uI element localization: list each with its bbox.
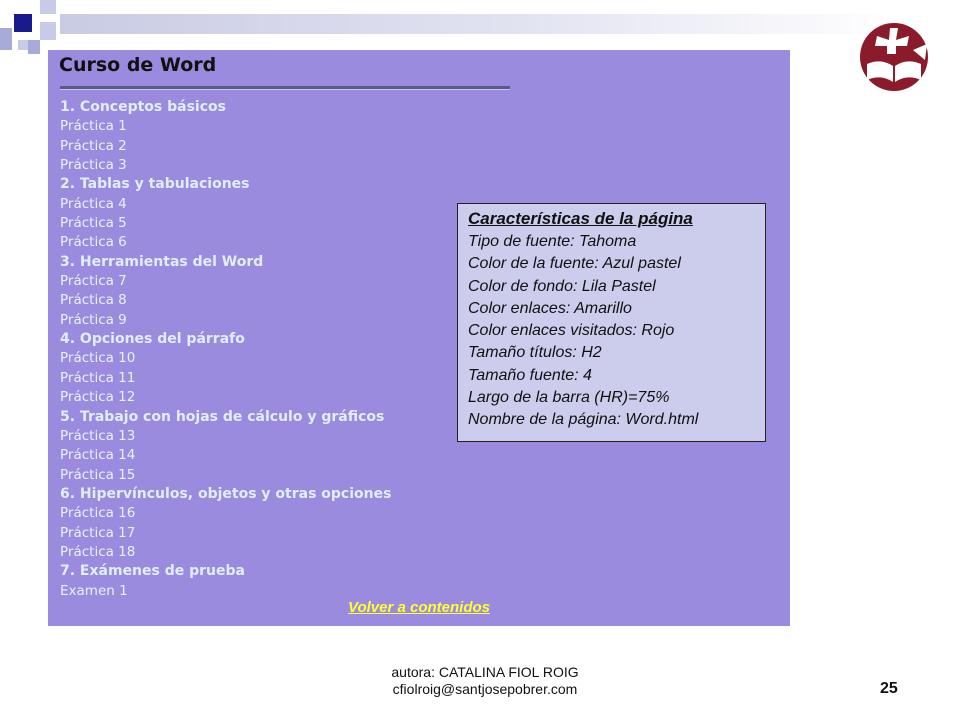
toc-section-heading: 5. Trabajo con hojas de cálculo y gráficos [60, 408, 385, 425]
toc-practice-link[interactable]: Práctica 3 [60, 157, 127, 174]
footer-author [300, 664, 670, 698]
toc-practice-link[interactable]: Práctica 15 [60, 466, 136, 483]
toc-practice-link[interactable]: Práctica 14 [60, 447, 136, 464]
characteristic-line: Color de la fuente: Azul pastel [468, 255, 681, 273]
toc-practice-link[interactable]: Práctica 17 [60, 524, 136, 541]
toc-section-heading: 7. Exámenes de prueba [60, 563, 245, 580]
back-to-contents-link[interactable]: Volver a contenidos [348, 599, 490, 616]
characteristics-list [468, 231, 765, 432]
toc-section-heading: 2. Tablas y tabulaciones [60, 176, 250, 193]
page-number: 25 [880, 680, 898, 697]
toc-practice-link[interactable]: Examen 1 [60, 582, 128, 599]
corner-square-navy [14, 14, 32, 32]
toc-practice-link[interactable]: Práctica 6 [60, 234, 127, 251]
toc-practice-link[interactable]: Práctica 16 [60, 505, 136, 522]
toc-section-heading: 3. Herramientas del Word [60, 253, 264, 270]
corner-square-mid [28, 40, 40, 54]
corner-square-light [40, 0, 56, 14]
toc-section-heading: 6. Hipervínculos, objetos y otras opciones [60, 485, 392, 502]
toc-practice-link[interactable]: Práctica 9 [60, 311, 127, 328]
characteristics-heading: Características de la página [468, 209, 693, 228]
author-name: autora: CATALINA FIOL ROIG [391, 664, 579, 680]
characteristic-line: Tamaño títulos: H2 [468, 344, 602, 362]
page-title: Curso de Word [59, 54, 217, 76]
page-characteristics-box [457, 203, 766, 442]
toc-practice-link[interactable]: Práctica 18 [60, 543, 136, 560]
toc-practice-link[interactable]: Práctica 2 [60, 137, 127, 154]
toc-practice-link[interactable]: Práctica 13 [60, 427, 136, 444]
course-toc [60, 98, 391, 601]
horizontal-rule [60, 86, 510, 90]
characteristic-line: Nombre de la página: Word.html [468, 411, 699, 429]
toc-practice-link[interactable]: Práctica 8 [60, 292, 127, 309]
characteristic-line: Color enlaces: Amarillo [468, 299, 632, 317]
toc-section-heading: 4. Opciones del párrafo [60, 331, 245, 348]
toc-practice-link[interactable]: Práctica 7 [60, 273, 127, 290]
toc-practice-link[interactable]: Práctica 1 [60, 118, 127, 135]
toc-section-heading: 1. Conceptos básicos [60, 99, 226, 115]
characteristic-line: Tipo de fuente: Tahoma [468, 233, 637, 250]
characteristic-line: Color de fondo: Lila Pastel [468, 277, 656, 295]
corner-square-mid [0, 28, 12, 50]
characteristic-line: Color enlaces visitados: Rojo [468, 322, 675, 340]
toc-practice-link[interactable]: Práctica 11 [60, 369, 136, 386]
toc-practice-link[interactable]: Práctica 4 [60, 195, 127, 212]
toc-practice-link[interactable]: Práctica 10 [60, 350, 136, 367]
corner-square-light [18, 40, 28, 50]
characteristic-line: Largo de la barra (HR)=75% [468, 389, 670, 407]
author-email: cfiolroig@santjosepobrer.com [392, 681, 578, 697]
corner-square-light [40, 22, 56, 40]
header-gradient-bar [60, 14, 900, 34]
toc-practice-link[interactable]: Práctica 5 [60, 215, 127, 232]
school-logo [857, 20, 931, 94]
characteristic-line: Tamaño fuente: 4 [468, 366, 592, 384]
toc-practice-link[interactable]: Práctica 12 [60, 389, 136, 406]
